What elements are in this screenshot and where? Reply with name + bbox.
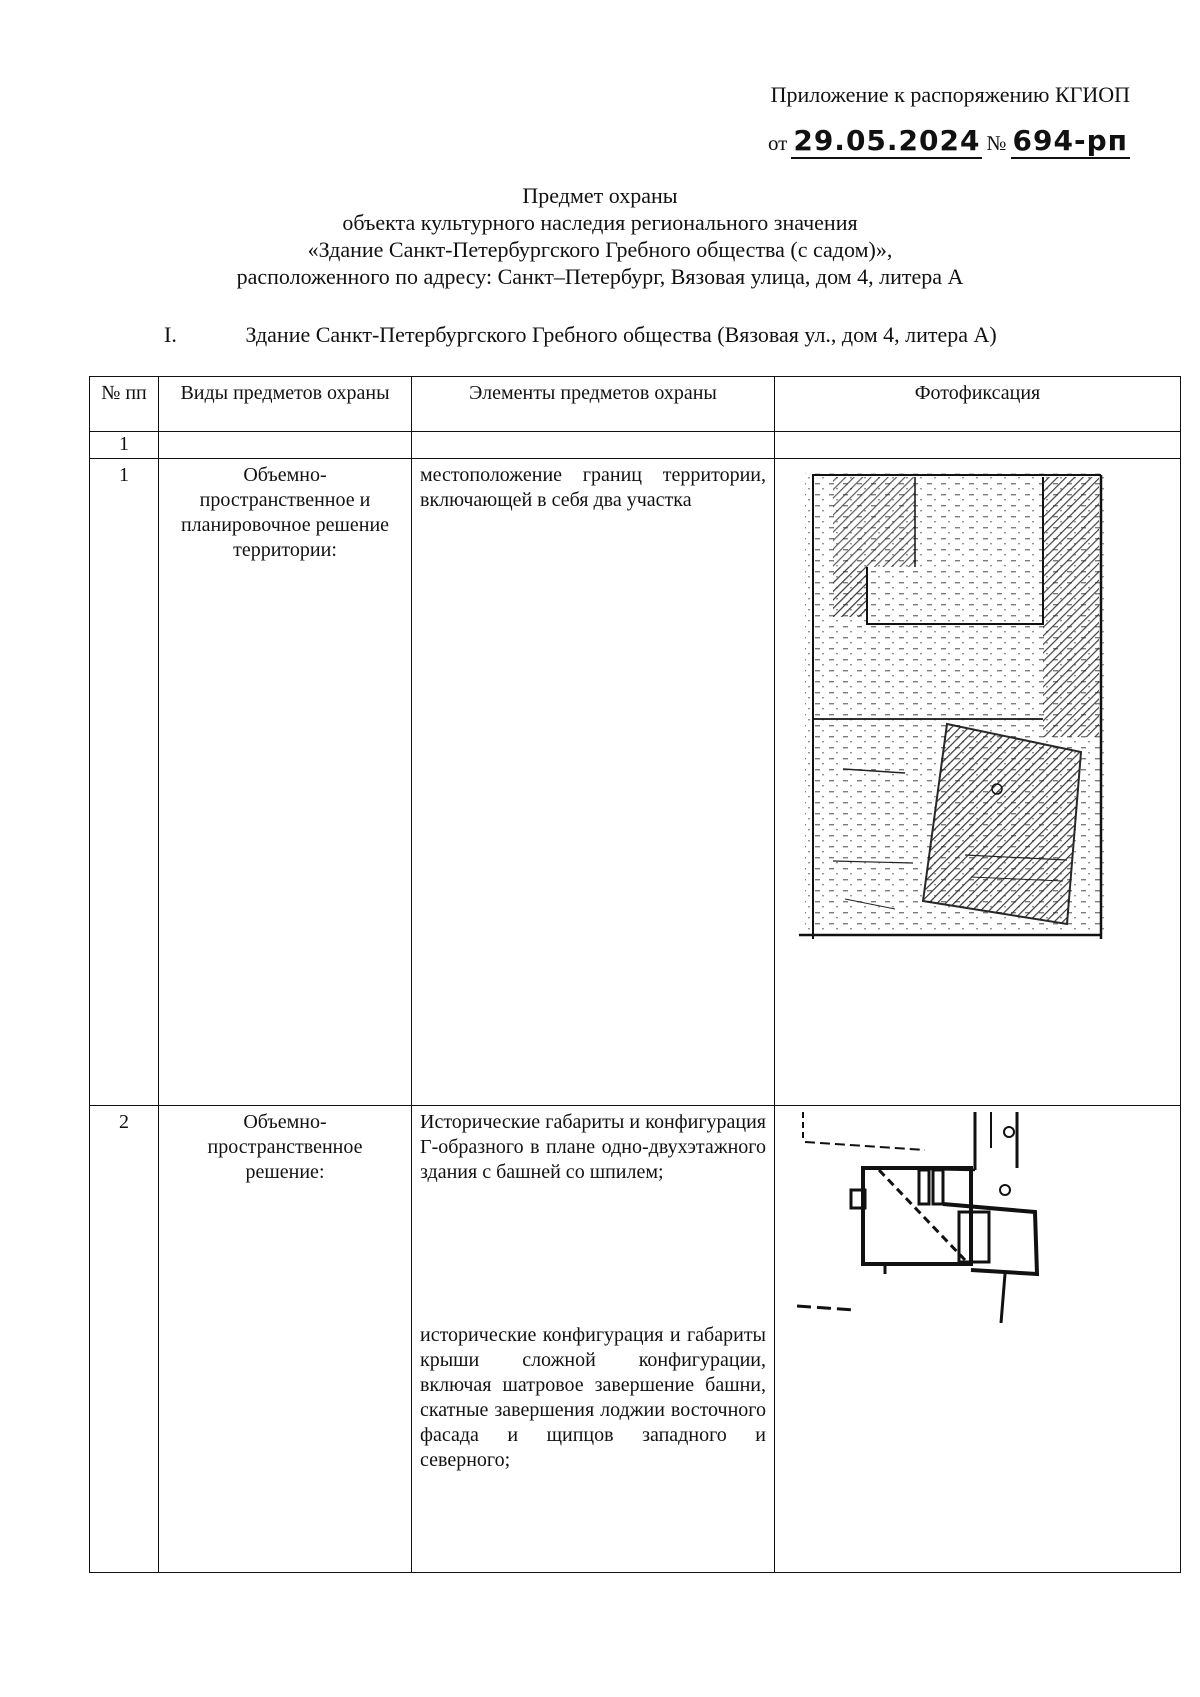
header-num: № пп xyxy=(90,377,159,432)
element-text: местоположение границ территории, включающей в себя два участка xyxy=(420,464,766,511)
column-number-cell: 1 xyxy=(90,432,159,459)
table-header-row xyxy=(90,377,1181,432)
column-number-row xyxy=(90,432,1181,459)
order-date: 29.05.2024 xyxy=(793,124,981,157)
table-row xyxy=(90,459,1181,1106)
photo-cell xyxy=(775,1106,1181,1573)
title-line-1: Предмет охраны xyxy=(522,183,678,208)
number-label: № xyxy=(986,131,1007,155)
appendix-header: Приложение к распоряжению КГИОП xyxy=(770,82,1130,107)
title-line-2: объекта культурного наследия регионального значения xyxy=(342,210,858,235)
protection-table xyxy=(89,376,1181,1573)
column-number-cell xyxy=(159,432,412,459)
section-number: I. xyxy=(164,322,177,347)
section-heading xyxy=(164,322,997,348)
document-title xyxy=(90,182,1110,290)
header-elements: Элементы предметов охраны xyxy=(412,377,775,432)
row-number: 1 xyxy=(90,459,159,1106)
row-number: 2 xyxy=(90,1106,159,1573)
row-elements xyxy=(412,1106,775,1573)
section-text: Здание Санкт-Петербургского Гребного общества (Вязовая ул., дом 4, литера А) xyxy=(245,322,997,347)
column-number-cell xyxy=(775,432,1181,459)
title-line-3: «Здание Санкт-Петербургского Гребного общества (с садом)», xyxy=(307,237,893,262)
photo-cell xyxy=(775,459,1181,1106)
table-row xyxy=(90,1106,1181,1573)
row-type: Объемно-пространственное и планировочное решение территории: xyxy=(159,459,412,1106)
row-elements xyxy=(412,459,775,1106)
from-label: от xyxy=(767,131,788,155)
row-type: Объемно-пространственное решение: xyxy=(159,1106,412,1573)
header-type: Виды предметов охраны xyxy=(159,377,412,432)
site-plan-image xyxy=(785,469,1115,945)
element-text: исторические конфигурация и габариты крыши сложной конфигурации, включая шатровое завершение башни, скатные завершения лоджии восточного фасада и щипцов западного и северного; xyxy=(420,1324,766,1471)
order-number: 694-рп xyxy=(1012,124,1128,157)
title-line-4: расположенного по адресу: Санкт–Петербург, Вязовая улица, дом 4, литера А xyxy=(236,264,964,289)
order-reference xyxy=(764,124,1130,159)
header-photo: Фотофиксация xyxy=(775,377,1181,432)
column-number-cell xyxy=(412,432,775,459)
element-text: Исторические габариты и конфигурация Г-образного в плане одно-двухэтажного здания с башней со шпилем; xyxy=(420,1111,766,1183)
building-plan-image xyxy=(795,1108,1055,1338)
